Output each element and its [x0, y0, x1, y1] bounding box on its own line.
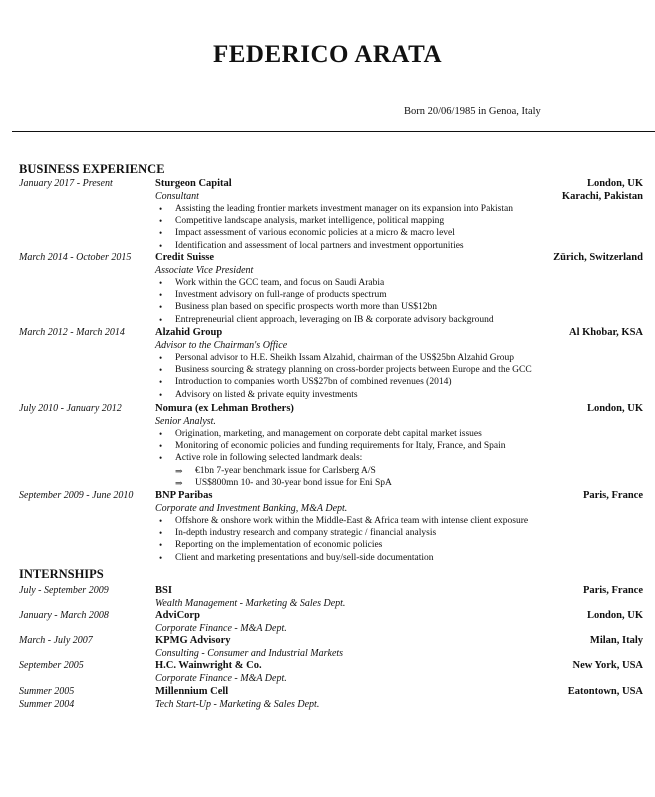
job-bullet: • Origination, marketing, and management on corporate debt capital market issues — [155, 428, 505, 440]
internship-role: Consulting - Consumer and Industrial Markets — [155, 648, 344, 659]
job-organization: Sturgeon Capital — [155, 178, 232, 189]
internship-organization: BSI — [155, 585, 172, 596]
deal-item: ⇒ US$800mn 10- and 30-year bond issue for Eni SpA — [175, 477, 392, 489]
job-date: January 2017 - Present — [19, 178, 113, 189]
job-bullet: • Active role in following selected landmark deals: — [155, 452, 505, 464]
job-role: Consultant — [155, 191, 199, 202]
job-bullet: • Personal advisor to H.E. Sheikh Issam Alzahid, chairman of the US$25bn Alzahid Group — [155, 352, 532, 364]
job-bullet: • Business plan based on specific prospects worth more than US$12bn — [155, 301, 494, 313]
internship-date: Summer 2005 — [19, 686, 75, 697]
internship-location: Paris, France — [582, 585, 643, 596]
job-bullet: • Monitoring of economic policies and funding requirements for Italy, France, and Spain — [155, 440, 505, 452]
job-role: Associate Vice President — [155, 265, 254, 276]
internship-date: March - July 2007 — [19, 635, 93, 646]
internship-date-secondary: Summer 2004 — [19, 699, 75, 710]
job-bullet: • Identification and assessment of local partners and investment opportunities — [155, 240, 513, 252]
header-divider — [12, 131, 655, 132]
job-date: March 2014 - October 2015 — [19, 252, 132, 263]
job-location: London, UK — [586, 178, 643, 189]
job-date: July 2010 - January 2012 — [19, 403, 122, 414]
job-bullet: • Business sourcing & strategy planning on cross-border projects between Europe and the GCC — [155, 364, 532, 376]
job-organization: Nomura (ex Lehman Brothers) — [155, 403, 294, 414]
job-bullet: • Impact assessment of various economic policies at a micro & macro level — [155, 227, 513, 239]
job-location: London, UK — [586, 403, 643, 414]
candidate-name: FEDERICO ARATA — [212, 41, 442, 68]
job-bullet: • Work within the GCC team, and focus on Saudi Arabia — [155, 277, 494, 289]
job-organization: Alzahid Group — [155, 327, 223, 338]
internship-location: Eatontown, USA — [567, 686, 643, 697]
job-location: Zürich, Switzerland — [553, 252, 643, 263]
internship-location: New York, USA — [572, 660, 643, 671]
landmark-deals — [175, 465, 392, 489]
job-bullet: • Advisory on listed & private equity investments — [155, 389, 532, 401]
job-location: Al Khobar, KSA — [568, 327, 643, 338]
job-bullet: • Investment advisory on full-range of products spectrum — [155, 289, 494, 301]
job-bullets — [155, 352, 532, 401]
job-date: September 2009 - June 2010 — [19, 490, 134, 501]
internship-location: Milan, Italy — [589, 635, 643, 646]
job-date: March 2012 - March 2014 — [19, 327, 125, 338]
internship-date: January - March 2008 — [19, 610, 109, 621]
internship-organization: AdviCorp — [155, 610, 200, 621]
internship-role: Corporate Finance - M&A Dept. — [155, 673, 287, 684]
job-organization: BNP Paribas — [155, 490, 213, 501]
internship-organization: H.C. Wainwright & Co. — [155, 660, 262, 671]
internship-organization: KPMG Advisory — [155, 635, 231, 646]
internship-role: Corporate Finance - M&A Dept. — [155, 623, 287, 634]
internship-organization: Millennium Cell — [155, 686, 229, 697]
job-bullet: • Client and marketing presentations and buy/sell-side documentation — [155, 552, 528, 564]
internship-date: July - September 2009 — [19, 585, 109, 596]
job-bullet: • Offshore & onshore work within the Middle-East & Africa team with intense client exposure — [155, 515, 528, 527]
job-bullets — [155, 428, 505, 465]
internship-role: Tech Start-Up - Marketing & Sales Dept. — [155, 699, 320, 710]
job-bullet: • Introduction to companies worth US$27bn of combined revenues (2014) — [155, 376, 532, 388]
business-experience-heading: BUSINESS EXPERIENCE — [19, 162, 165, 176]
job-location: Paris, France — [582, 490, 643, 501]
birth-info: Born 20/06/1985 in Genoa, Italy — [404, 106, 541, 117]
job-role: Senior Analyst. — [155, 416, 216, 427]
job-organization: Credit Suisse — [155, 252, 215, 263]
job-role: Corporate and Investment Banking, M&A Dept. — [155, 503, 348, 514]
job-bullet: • Entrepreneurial client approach, leveraging on IB & corporate advisory background — [155, 314, 494, 326]
job-location-secondary: Karachi, Pakistan — [561, 191, 643, 202]
deal-item: ⇒ €1bn 7-year benchmark issue for Carlsberg A/S — [175, 465, 392, 477]
internships-heading: INTERNSHIPS — [19, 567, 104, 581]
internship-role: Wealth Management - Marketing & Sales Dept. — [155, 598, 346, 609]
job-bullets — [155, 277, 494, 326]
job-bullet: • Reporting on the implementation of economic policies — [155, 539, 528, 551]
job-role: Advisor to the Chairman's Office — [155, 340, 288, 351]
job-bullet: • In-depth industry research and company strategic / financial analysis — [155, 527, 528, 539]
internship-date: September 2005 — [19, 660, 84, 671]
job-bullet: • Competitive landscape analysis, market intelligence, political mapping — [155, 215, 513, 227]
job-bullets — [155, 203, 513, 252]
job-bullet: • Assisting the leading frontier markets investment manager on its expansion into Pakistan — [155, 203, 513, 215]
internship-location: London, UK — [586, 610, 643, 621]
job-bullets — [155, 515, 528, 564]
